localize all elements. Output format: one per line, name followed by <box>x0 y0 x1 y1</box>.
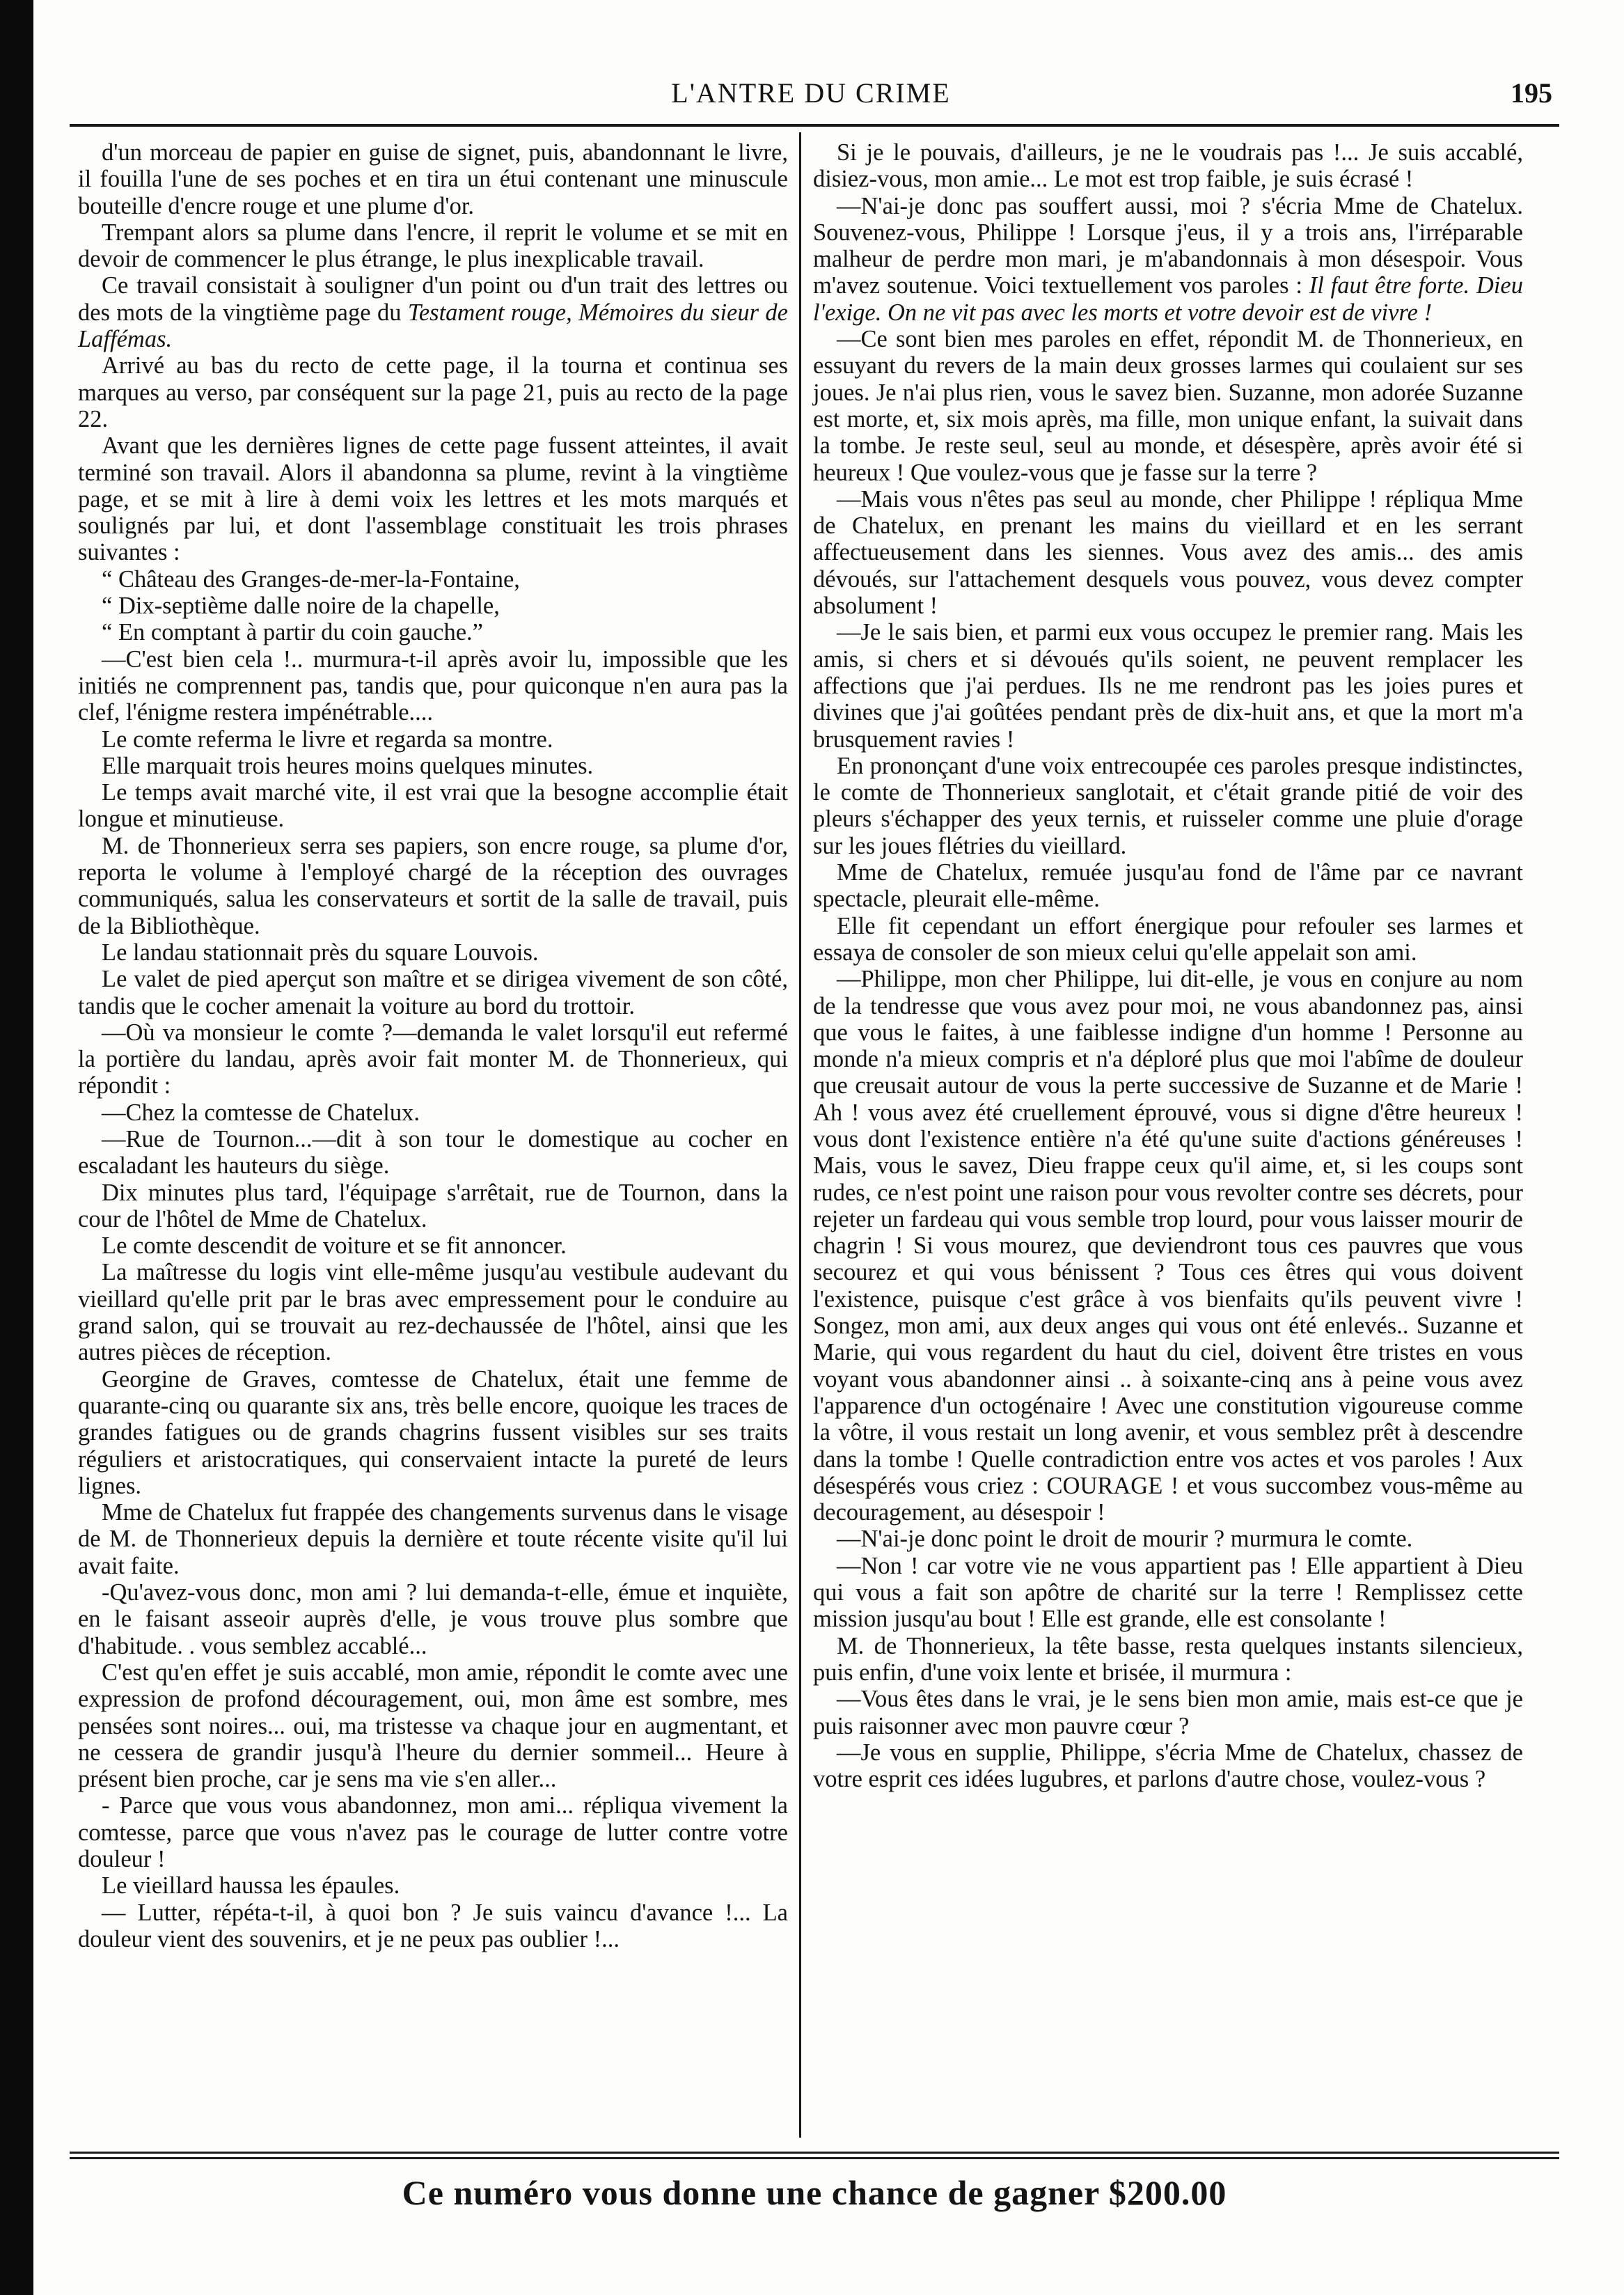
paragraph: M. de Thonnerieux serra ses papiers, son encre rouge, sa plume d'or, reporta le volume à l'employé chargé de la réception des ouvrages communiqués, salua les conservateurs et sortit de la salle de travail, puis de la Bibliothèque. <box>78 832 788 939</box>
text-run: —N'ai-je donc pas souffert aussi, moi ? s'écria Mme de Chatelux. Souvenez-vous, Philippe ! Lorsque j'eus, il y a trois ans, l'irréparable malheur de perdre mon mari, je m'abandonnais à mon désespoir. Vous m'avez soutenue. Voici textuellement vos paroles : <box>813 192 1523 299</box>
paragraph: —N'ai-je donc point le droit de mourir ? murmura le comte. <box>837 1526 1413 1553</box>
page-number: 195 <box>1511 77 1552 109</box>
paragraph: “ Château des Granges-de-mer-la-Fontaine, <box>102 565 520 593</box>
paragraph: Avant que les dernières lignes de cette page fussent atteintes, il avait terminé son travail. Alors il abandonna sa plume, revint à la vingtième page, et se mit à lire à demi voix les lettres et les mots marqués et soulignés par lui, et dont l'assemblage constituait les trois phrases suivantes : <box>78 432 788 566</box>
paragraph: —Rue de Tournon...—dit à son tour le domestique au cocher en escaladant les hauteurs du siège. <box>78 1125 788 1180</box>
italic-text: Testament rouge, Mémoires du sieur de Laffémas. <box>78 299 788 353</box>
header-rule <box>70 124 1559 127</box>
paragraph: —Je vous en supplie, Philippe, s'écria Mme de Chatelux, chassez de votre esprit ces idées lugubres, et parlons d'autre chose, voulez-vous ? <box>813 1739 1523 1793</box>
paragraph: - Parce que vous vous abandonnez, mon ami... répliqua vivement la comtesse, parce que vous n'avez pas le courage de lutter contre votre douleur ! <box>78 1792 788 1872</box>
paragraph: Le valet de pied aperçut son maître et se dirigea vivement de son côté, tandis que le cocher amenait la voiture au bord du trottoir. <box>78 966 788 1019</box>
paragraph: Le comte descendit de voiture et se fit annoncer. <box>102 1232 567 1260</box>
paragraph: Arrivé au bas du recto de cette page, il la tourna et continua ses marques au verso, par conséquent sur la page 21, puis au recto de la page 22. <box>78 352 788 432</box>
paragraph: Mme de Chatelux fut frappée des changements survenus dans le visage de M. de Thonnerieux depuis la dernière et toute récente visite qu'il lui avait faite. <box>78 1499 788 1579</box>
left-column <box>78 139 788 1952</box>
paragraph: Le vieillard haussa les épaules. <box>102 1872 400 1900</box>
paragraph: C'est qu'en effet je suis accablé, mon amie, répondit le comte avec une expression de profond découragement, oui, mon âme est sombre, mes pensées sont noires... oui, ma tristesse va chaque jour en augmentant, et ne cessera de grandir jusqu'à l'heure du dernier sommeil... Heure à présent bien proche, car je sens ma vie s'en aller... <box>78 1659 788 1793</box>
paragraph: —Mais vous n'êtes pas seul au monde, cher Philippe ! répliqua Mme de Chatelux, en prenant les mains du vieillard et en les serrant affectueusement dans les siennes. Vous avez des amis... des amis dévoués, sur l'attachement desquels vous pouvez, vous devez compter absolument ! <box>813 485 1523 620</box>
text-run: Ce travail consistait à souligner d'un point ou d'un trait des lettres ou des mots de la vingtième page du <box>78 272 788 326</box>
paragraph: —Ce sont bien mes paroles en effet, répondit M. de Thonnerieux, en essuyant du revers de la main deux grosses larmes qui coulaient sur ses joues. Je n'ai plus rien, vous le savez bien. Suzanne, mon adorée Suzanne est morte, et, six mois après, ma fille, mon unique enfant, la suivait dans la tombe. Je reste seul, seul au monde, et désespère, après avoir été si heureux ! Que voulez-vous que je fasse sur la terre ? <box>813 326 1523 486</box>
paragraph: —C'est bien cela !.. murmura-t-il après avoir lu, impossible que les initiés ne comprennent pas, tandis que, pour quiconque n'en aura pas la clef, l'énigme restera impénétrable.... <box>78 645 788 726</box>
column-divider <box>799 132 801 2138</box>
paragraph: “ Dix-septième dalle noire de la chapelle, <box>102 593 500 620</box>
paragraph: Le temps avait marché vite, il est vrai que la besogne accomplie était longue et minutieuse. <box>78 779 788 833</box>
footer-rule <box>70 2152 1559 2154</box>
paragraph: “ En comptant à partir du coin gauche.” <box>102 619 483 646</box>
paragraph: —Où va monsieur le comte ?—demanda le valet lorsqu'il eut refermé la portière du landau, après avoir fait monter M. de Thonnerieux, qui répondit : <box>78 1019 788 1099</box>
paragraph: — Lutter, répéta-t-il, à quoi bon ? Je suis vaincu d'avance !... La douleur vient des souvenirs, et je ne peux pas oublier !... <box>78 1899 788 1952</box>
paragraph: d'un morceau de papier en guise de signet, puis, abandonnant le livre, il fouilla l'une de ses poches et en tira un étui contenant une minuscule bouteille d'encre rouge et une plume d'or. <box>78 139 788 219</box>
running-title: L'ANTRE DU CRIME <box>671 77 951 109</box>
paragraph: Le comte referma le livre et regarda sa montre. <box>102 726 553 753</box>
paragraph: Mme de Chatelux, remuée jusqu'au fond de l'âme par ce navrant spectacle, pleurait elle-même. <box>813 859 1523 913</box>
paragraph <box>813 193 1523 326</box>
paragraph: —Chez la comtesse de Chatelux. <box>102 1099 420 1126</box>
paragraph: —Vous êtes dans le vrai, je le sens bien mon amie, mais est-ce que je puis raisonner avec mon pauvre cœur ? <box>813 1686 1523 1739</box>
paragraph: —Philippe, mon cher Philippe, lui dit-elle, je vous en conjure au nom de la tendresse que vous avez pour moi, ne vous abandonnez pas, ainsi que vous le faites, à une faiblesse indigne d'un homme ! Personne au monde n'a mieux compris et n'a déploré plus que moi l'abîme de douleur que creusait autour de vous la perte successive de Suzanne et de Marie ! Ah ! vous avez été cruellement éprouvé, vous si digne d'être heureux ! vous dont l'existence entière n'a été qu'une suite d'actions généreuses ! Mais, vous le savez, Dieu frappe ceux qu'il aime, et, si les coups sont rudes, ce n'est point une raison pour vous revolter contre ses décrets, pour rejeter un fardeau qui vous semble trop lourd, pour vous laisser mourir de chagrin ! Si vous mourez, que deviendront tous ces pauvres que vous secourez et qui vous bénissent ? Tous ces êtres qui vous doivent l'existence, puisque c'est grâce à vos bienfaits qu'ils peuvent vivre ! Songez, mon ami, aux deux anges qui vous ont été enlevés.. Suzanne et Marie, qui vous regardent du haut du ciel, doivent être tristes en vous voyant vous abandonner ainsi .. à soixante-cinq ans à peine vous avez l'apparence d'un octogénaire ! Avec une constitution vigoureuse comme la vôtre, il vous restait un long avenir, et vous semblez prêt à descendre dans la tombe ! Quelle contradiction entre vos actes et vos paroles ! Aux désespérés vous criez : COURAGE ! et vous succombez vous-même au decouragement, au désespoir ! <box>813 966 1523 1526</box>
page-header <box>70 77 1552 118</box>
paragraph: Trempant alors sa plume dans l'encre, il reprit le volume et se mit en devoir de commencer le plus étrange, le plus inexplicable travail. <box>78 219 788 273</box>
paragraph: Elle fit cependant un effort énergique pour refouler ses larmes et essaya de consoler de son mieux celui qu'elle appelait son ami. <box>813 912 1523 966</box>
paragraph <box>78 272 788 352</box>
italic-text: Il faut être forte. Dieu l'exige. On ne vit pas avec les morts et votre devoir est de vivre ! <box>813 272 1523 326</box>
paragraph: Dix minutes plus tard, l'équipage s'arrêtait, rue de Tournon, dans la cour de l'hôtel de Mme de Chatelux. <box>78 1179 788 1232</box>
paragraph: La maîtresse du logis vint elle-même jusqu'au vestibule audevant du vieillard qu'elle prit par le bras avec empressement pour le conduire au grand salon, qui se trouvait au rez-dechaussée de l'hôtel, ainsi que les autres pièces de réception. <box>78 1259 788 1366</box>
paragraph: —Non ! car votre vie ne vous appartient pas ! Elle appartient à Dieu qui vous a fait son apôtre de charité sur la terre ! Remplissez cette mission jusqu'au bout ! Elle est grande, elle est consolante ! <box>813 1552 1523 1633</box>
paragraph: En prononçant d'une voix entrecoupée ces paroles presque indistinctes, le comte de Thonnerieux sanglotait, et c'était grande pitié de voir des pleurs s'échapper des yeux ternis, et ruisseler comme une pluie d'orage sur les joues flétries du vieillard. <box>813 752 1523 859</box>
footer-banner: Ce numéro vous donne une chance de gagner $200.00 <box>402 2173 1227 2212</box>
paragraph: Georgine de Graves, comtesse de Chatelux, était une femme de quarante-cinq ou quarante six ans, très belle encore, quoique les traces de grandes fatigues ou de grands chagrins fussent visibles sur ses traits réguliers et aristocratiques, qui conservaient intacte la pureté de leurs lignes. <box>78 1365 788 1499</box>
footer-rule <box>70 2157 1559 2159</box>
paragraph: —Je le sais bien, et parmi eux vous occupez le premier rang. Mais les amis, si chers et si dévoués qu'ils soient, ne peuvent remplacer les affections que j'ai perdues. Ils ne me rendront pas les joies pures et divines que j'ai goûtées pendant près de dix-huit ans, et que la mort m'a brusquement ravies ! <box>813 619 1523 753</box>
paragraph: M. de Thonnerieux, la tête basse, resta quelques instants silencieux, puis enfin, d'une voix lente et brisée, il murmura : <box>813 1632 1523 1686</box>
binding-edge <box>0 0 33 2295</box>
paragraph: Si je le pouvais, d'ailleurs, je ne le voudrais pas !... Je suis accablé, disiez-vous, mon amie... Le mot est trop faible, je suis écrasé ! <box>813 139 1523 193</box>
right-column <box>813 139 1523 1792</box>
paragraph: -Qu'avez-vous donc, mon ami ? lui demanda-t-elle, émue et inquiète, en le faisant asseoir auprès d'elle, je vous trouve plus sombre que d'habitude. . vous semblez accablé... <box>78 1579 788 1659</box>
paragraph: Elle marquait trois heures moins quelques minutes. <box>102 752 594 779</box>
paragraph: Le landau stationnait près du square Louvois. <box>102 939 539 966</box>
